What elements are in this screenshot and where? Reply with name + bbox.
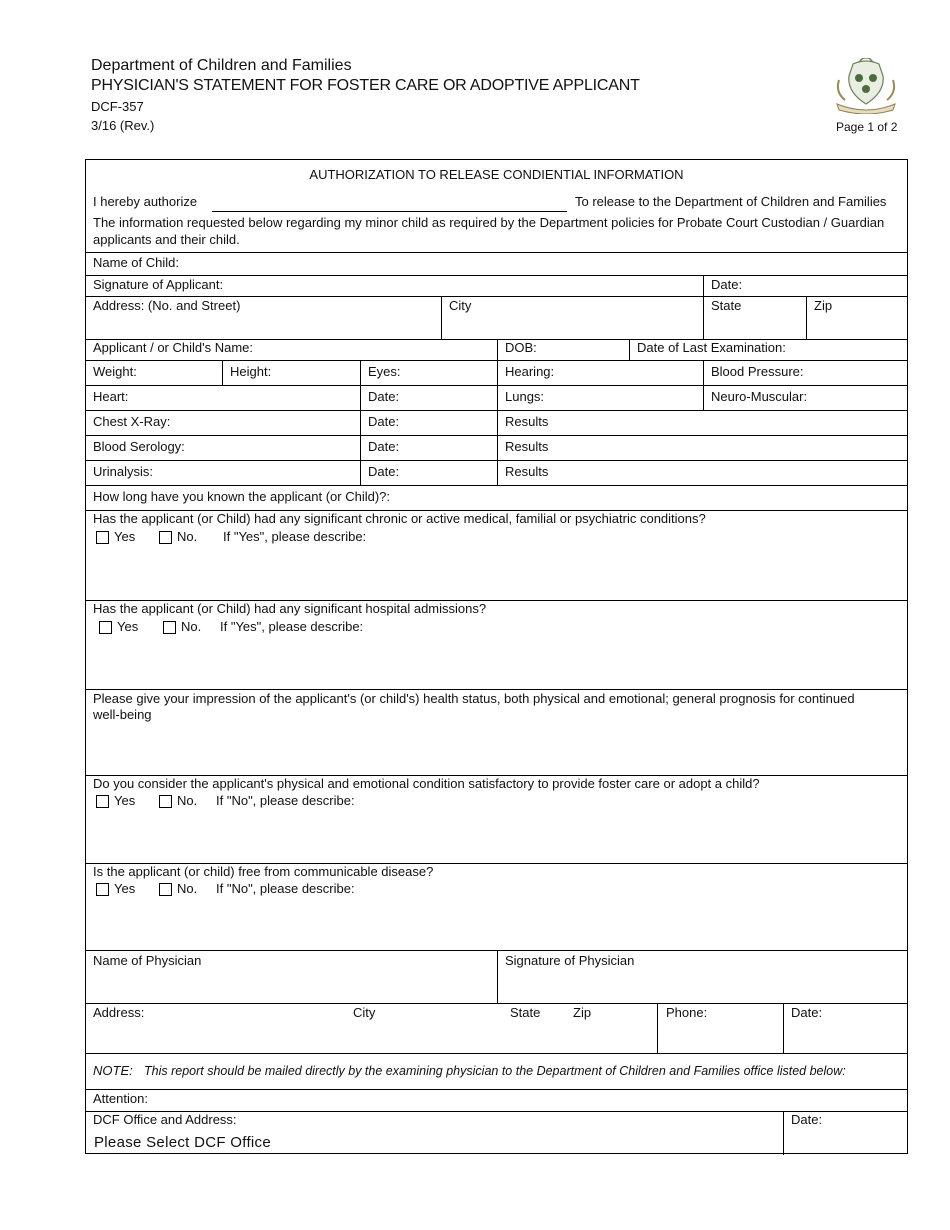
address-city-label: City [449, 298, 472, 313]
q2-yes-label: Yes [117, 619, 139, 634]
q2-no-label: No. [181, 619, 202, 634]
heart-label: Heart: [93, 389, 129, 404]
q2-follow-up: If "Yes", please describe: [220, 619, 364, 634]
release-label: To release to the Department of Children and Families [575, 194, 887, 209]
question-chronic-conditions: Has the applicant (or Child) had any significant chronic or active medical, familial or psychiatric conditions? [93, 511, 706, 526]
q4-yes-label: Yes [114, 793, 136, 808]
blood-pressure-label: Blood Pressure: [711, 364, 804, 379]
signature-of-physician-label: Signature of Physician [505, 953, 635, 968]
department-name: Department of Children and Families [91, 57, 352, 74]
q1-follow-up: If "Yes", please describe: [223, 529, 367, 544]
q1-yes-label: Yes [114, 529, 136, 544]
q5-yes-label: Yes [114, 881, 136, 896]
attention-label: Attention: [93, 1091, 148, 1106]
q5-yes-checkbox[interactable] [96, 883, 109, 896]
blood-serology-date-label: Date: [368, 439, 400, 454]
how-long-known-label: How long have you known the applicant (or Child)?: [93, 489, 391, 504]
q1-no-checkbox[interactable] [159, 531, 172, 544]
urinalysis-date-label: Date: [368, 464, 400, 479]
dcf-office-select[interactable]: Please Select DCF Office [94, 1134, 271, 1151]
authorization-text: The information requested below regarding my minor child as required by the Department policies for Probate Court Custodian / Guardian applicants and their child. [93, 215, 885, 247]
urinalysis-results-label: Results [505, 464, 549, 479]
neuro-muscular-label: Neuro-Muscular: [711, 389, 808, 404]
form-revision: 3/16 (Rev.) [91, 118, 155, 133]
page-number: Page 1 of 2 [836, 120, 898, 134]
q2-no-checkbox[interactable] [163, 621, 176, 634]
state-seal-icon [833, 58, 899, 114]
blood-serology-label: Blood Serology: [93, 439, 185, 454]
eyes-label: Eyes: [368, 364, 401, 379]
physician-zip-label: Zip [573, 1005, 592, 1020]
dob-label: DOB: [505, 340, 537, 355]
physician-date-label: Date: [791, 1005, 823, 1020]
note-label: NOTE: [93, 1063, 133, 1078]
height-label: Height: [230, 364, 272, 379]
dcf-office-address-label: DCF Office and Address: [93, 1112, 237, 1127]
q5-no-checkbox[interactable] [159, 883, 172, 896]
urinalysis-label: Urinalysis: [93, 464, 153, 479]
authorize-label: I hereby authorize [93, 194, 198, 209]
address-state-label: State [711, 298, 742, 313]
q4-follow-up: If "No", please describe: [216, 793, 355, 808]
question-hospital-admissions: Has the applicant (or Child) had any significant hospital admissions? [93, 601, 487, 616]
last-exam-date-label: Date of Last Examination: [637, 340, 786, 355]
name-of-child-label: Name of Child: [93, 255, 179, 270]
q5-follow-up: If "No", please describe: [216, 881, 355, 896]
form-header [91, 58, 640, 132]
hearing-label: Hearing: [505, 364, 555, 379]
physician-phone-label: Phone: [666, 1005, 708, 1020]
address-street-label: Address: (No. and Street) [93, 298, 241, 313]
blood-serology-results-label: Results [505, 439, 549, 454]
form-title: PHYSICIAN'S STATEMENT FOR FOSTER CARE OR ADOPTIVE APPLICANT [91, 77, 640, 94]
chest-xray-date-label: Date: [368, 414, 400, 429]
chest-xray-results-label: Results [505, 414, 549, 429]
q4-no-checkbox[interactable] [159, 795, 172, 808]
applicant-child-name-label: Applicant / or Child's Name: [93, 340, 253, 355]
authorization-heading: AUTHORIZATION TO RELEASE CONDIENTIAL INFORMATION [309, 167, 684, 182]
dcf-date-label: Date: [791, 1112, 823, 1127]
heart-date-label: Date: [368, 389, 400, 404]
authorize-name-line[interactable] [212, 211, 567, 212]
weight-label: Weight: [93, 364, 137, 379]
lungs-label: Lungs: [505, 389, 545, 404]
chest-xray-label: Chest X-Ray: [93, 414, 171, 429]
physician-statement-form [85, 159, 908, 1154]
q2-yes-checkbox[interactable] [99, 621, 112, 634]
question-condition-satisfactory: Do you consider the applicant's physical and emotional condition satisfactory to provide foster care or adopt a child? [93, 776, 760, 791]
form-code: DCF-357 [91, 99, 144, 114]
q1-no-label: No. [177, 529, 198, 544]
applicant-date-label: Date: [711, 277, 743, 292]
address-zip-label: Zip [814, 298, 833, 313]
physician-address-label: Address: [93, 1005, 145, 1020]
question-communicable-disease: Is the applicant (or child) free from communicable disease? [93, 864, 434, 879]
q5-no-label: No. [177, 881, 198, 896]
q4-no-label: No. [177, 793, 198, 808]
name-of-physician-label: Name of Physician [93, 953, 202, 968]
physician-city-label: City [353, 1005, 376, 1020]
physician-state-label: State [510, 1005, 541, 1020]
q1-yes-checkbox[interactable] [96, 531, 109, 544]
note-text: This report should be mailed directly by the examining physician to the Department of Children and Families office listed below: [144, 1064, 846, 1078]
q4-yes-checkbox[interactable] [96, 795, 109, 808]
signature-of-applicant-label: Signature of Applicant: [93, 277, 224, 292]
question-health-impression: Please give your impression of the applicant's (or child's) health status, both physical and emotional; general prognosis for continued well-being [93, 691, 855, 722]
